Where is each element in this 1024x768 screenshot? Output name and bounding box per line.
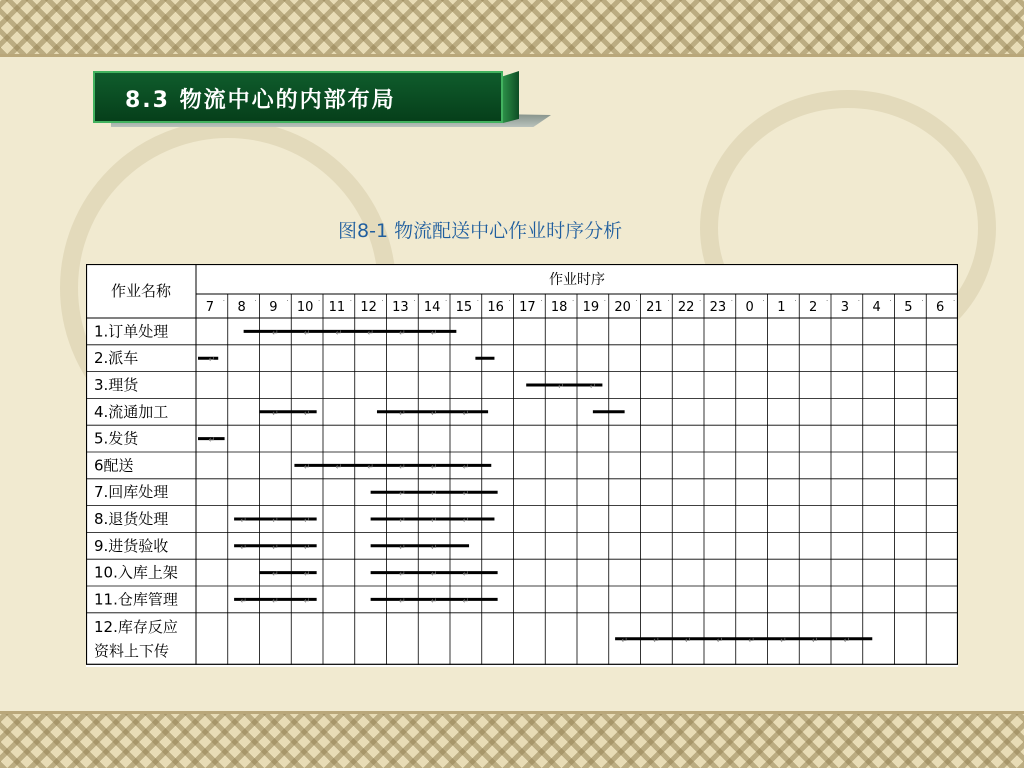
hour-tick-mark: · xyxy=(826,297,829,305)
bar-mark: ↵ xyxy=(272,408,279,418)
hour-label: 2 xyxy=(808,300,818,315)
bar-mark: ↵ xyxy=(430,408,438,418)
hour-label: 23 xyxy=(709,300,727,315)
hour-label: 9 xyxy=(269,300,278,315)
table-border xyxy=(87,265,958,665)
bar-mark: ↵ xyxy=(653,635,660,645)
hour-label: 19 xyxy=(582,300,600,315)
hour-tick-mark: · xyxy=(730,297,733,305)
bar-mark: ↵ xyxy=(272,516,279,525)
bar-mark: ↵ xyxy=(399,596,406,606)
hour-label: 15 xyxy=(455,300,473,315)
bar-mark: ↵ xyxy=(430,462,438,472)
task-label: 11.仓库管理 xyxy=(94,590,178,609)
bar-mark: ↵ xyxy=(462,569,470,579)
hour-tick-mark: · xyxy=(572,297,575,305)
hour-label: 13 xyxy=(392,300,409,315)
grid-lines xyxy=(86,264,958,665)
bar-mark: ↵ xyxy=(684,635,692,645)
bar-mark: ↵ xyxy=(430,516,438,525)
bar-mark: ↵ xyxy=(462,408,470,418)
decorative-bottom-border xyxy=(0,714,1024,768)
bar-mark: ↵ xyxy=(399,489,406,499)
hour-label: 5 xyxy=(904,300,913,315)
schedule-grid xyxy=(86,264,958,667)
hour-label: 21 xyxy=(646,300,663,315)
task-label: 5.发货 xyxy=(94,429,139,448)
bar-mark: ↵ xyxy=(399,569,406,579)
bar-mark: ↵ xyxy=(303,462,311,472)
bar-mark: ↵ xyxy=(430,569,438,579)
bar-mark: ↵ xyxy=(303,569,311,579)
bar-mark: ↵ xyxy=(208,435,216,445)
task-label: 9.进货验收 xyxy=(94,536,169,555)
hour-tick-mark: · xyxy=(445,297,448,305)
hour-tick-mark: · xyxy=(667,297,670,305)
task-label: 12.库存反应 xyxy=(94,617,178,636)
bar-mark: ↵ xyxy=(367,462,374,472)
bar-mark: ↵ xyxy=(303,408,311,418)
bar-mark: ↵ xyxy=(240,596,247,606)
hour-tick-mark: · xyxy=(349,297,352,305)
hour-tick-mark: · xyxy=(794,297,797,305)
hour-label: 16 xyxy=(487,300,504,315)
task-label: 8.退货处理 xyxy=(94,510,169,528)
hour-tick-mark: · xyxy=(508,297,511,305)
slide-title: 8.3 物流中心的内部布局 xyxy=(125,88,396,113)
task-label: 3.理货 xyxy=(94,376,139,394)
bottom-border-line xyxy=(0,711,1024,714)
bar-mark: ↵ xyxy=(240,516,247,525)
title-banner xyxy=(93,71,523,127)
hour-label: 1 xyxy=(777,300,786,315)
bar-mark: ↵ xyxy=(811,635,819,645)
bar-mark: ↵ xyxy=(462,516,470,525)
bar-mark: ↵ xyxy=(557,382,565,391)
bar-mark: ↵ xyxy=(303,516,311,525)
hour-tick-mark: · xyxy=(857,297,860,305)
bar-mark: ↵ xyxy=(399,408,406,418)
bar-mark: ↵ xyxy=(240,542,247,552)
schedule-table xyxy=(86,264,958,667)
hour-tick-mark: · xyxy=(413,297,416,305)
bar-mark: ↵ xyxy=(430,489,438,499)
top-border-line xyxy=(0,54,1024,57)
hour-tick-mark: · xyxy=(381,297,384,305)
table-labels xyxy=(94,272,955,660)
bar-mark: ↵ xyxy=(335,328,343,338)
hour-tick-mark: · xyxy=(699,297,702,305)
bar-mark: ↵ xyxy=(780,635,787,645)
hour-label: 20 xyxy=(614,300,631,315)
hour-label: 8 xyxy=(237,300,246,315)
hour-label: 4 xyxy=(872,300,881,315)
bar-mark: ↵ xyxy=(462,462,470,472)
bar-mark: ↵ xyxy=(399,462,406,472)
title-banner-side xyxy=(503,71,519,123)
hour-tick-mark: · xyxy=(921,297,924,305)
bar-mark: ↵ xyxy=(399,542,406,552)
figure-caption: 图8-1 物流配送中心作业时序分析 xyxy=(338,220,623,242)
task-label: 1.订单处理 xyxy=(94,322,169,341)
hour-label: 6 xyxy=(935,300,945,315)
hour-label: 3 xyxy=(840,300,850,315)
task-label: 10.入库上架 xyxy=(94,563,178,582)
hour-tick-mark: · xyxy=(286,297,289,305)
task-label: 6配送 xyxy=(94,456,134,475)
hour-tick-mark: · xyxy=(603,297,606,305)
hour-tick-mark: · xyxy=(476,297,479,305)
task-label: 7.回库处理 xyxy=(94,483,169,502)
hour-label: 12 xyxy=(360,300,377,315)
hour-label: 17 xyxy=(519,300,536,315)
hour-label: 22 xyxy=(677,300,695,315)
bar-mark: ↵ xyxy=(399,328,406,338)
bar-mark: ↵ xyxy=(716,635,724,645)
bar-mark: ↵ xyxy=(430,542,438,552)
task-label: 资料上下传 xyxy=(94,641,170,660)
bar-mark: ↵ xyxy=(303,596,311,606)
hour-label: 14 xyxy=(423,300,441,315)
bar-mark: ↵ xyxy=(208,355,216,365)
bar-mark: ↵ xyxy=(843,635,851,645)
hour-tick-mark: · xyxy=(889,297,892,305)
bar-mark: ↵ xyxy=(430,596,438,606)
task-label: 2.派车 xyxy=(94,349,139,368)
hour-label: 7 xyxy=(205,300,215,315)
hour-tick-mark: · xyxy=(222,297,225,305)
column-header-time: 作业时序 xyxy=(549,272,605,288)
bar-mark: ↵ xyxy=(367,328,374,338)
bar-mark: ↵ xyxy=(303,542,311,552)
task-bars xyxy=(198,328,872,644)
bar-mark: ↵ xyxy=(272,569,279,579)
bar-mark: ↵ xyxy=(303,328,311,338)
hour-tick-mark: · xyxy=(953,297,956,305)
bar-mark: ↵ xyxy=(430,328,438,338)
hour-label: 11 xyxy=(328,300,346,315)
hour-tick-mark: · xyxy=(318,297,321,305)
hour-label: 0 xyxy=(745,300,754,315)
hour-label: 10 xyxy=(296,300,314,315)
task-label: 4.流通加工 xyxy=(94,402,169,421)
bar-mark: ↵ xyxy=(462,596,470,606)
column-header-name: 作业名称 xyxy=(110,282,172,300)
bar-mark: ↵ xyxy=(335,462,343,472)
bar-mark: ↵ xyxy=(748,635,755,645)
bar-mark: ↵ xyxy=(589,382,597,391)
decorative-top-border xyxy=(0,0,1024,54)
hour-label: 18 xyxy=(550,300,568,315)
bar-mark: ↵ xyxy=(272,328,279,338)
bar-mark: ↵ xyxy=(462,489,470,499)
hour-tick-mark: · xyxy=(540,297,543,305)
bar-mark: ↵ xyxy=(621,635,628,645)
hour-tick-mark: · xyxy=(635,297,638,305)
bar-mark: ↵ xyxy=(399,516,406,525)
bar-mark: ↵ xyxy=(272,596,279,606)
hour-tick-mark: · xyxy=(762,297,765,305)
bar-mark: ↵ xyxy=(272,542,279,552)
hour-tick-mark: · xyxy=(254,297,257,305)
